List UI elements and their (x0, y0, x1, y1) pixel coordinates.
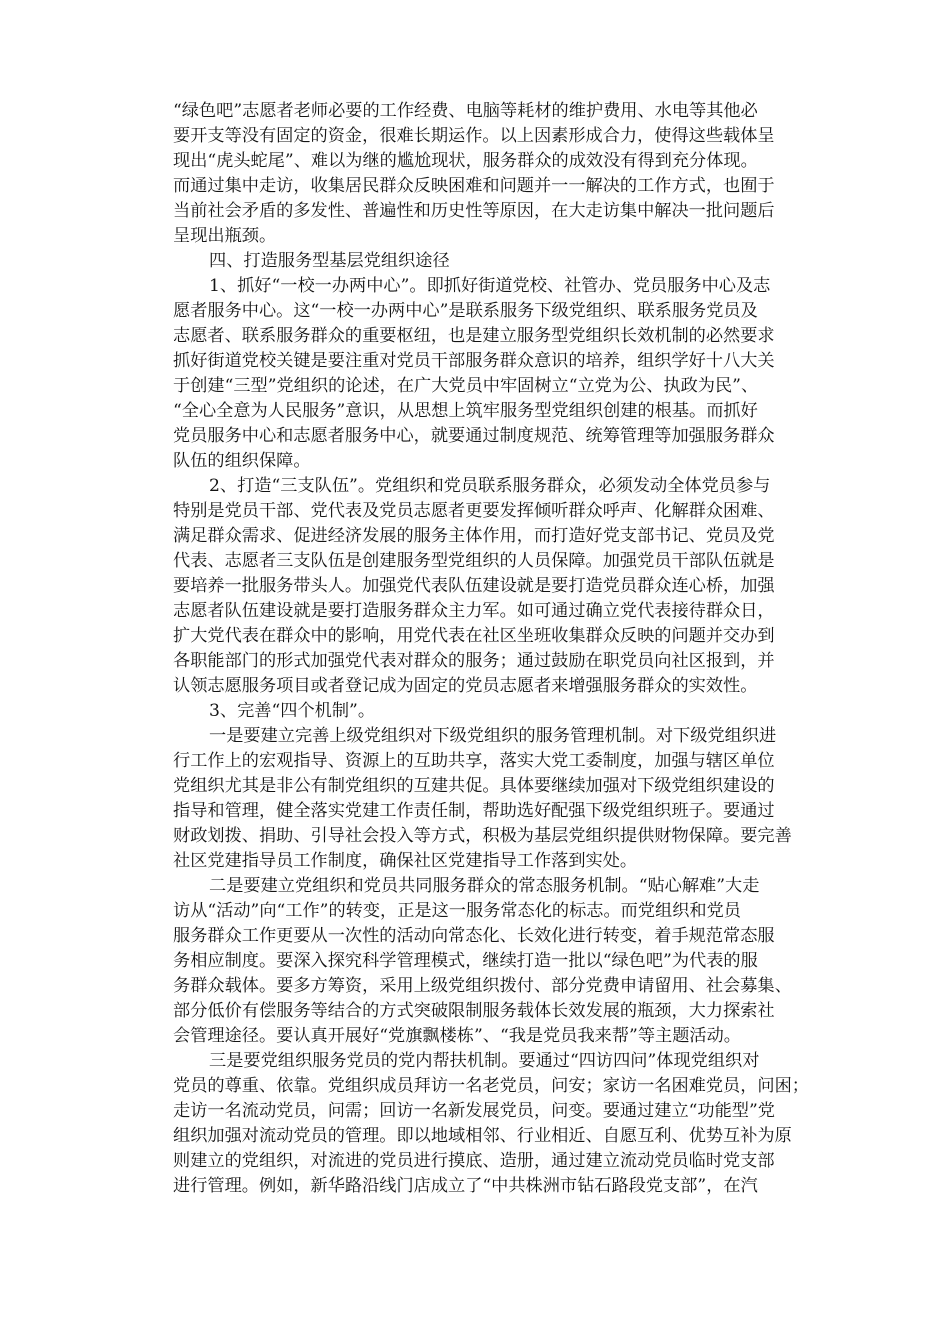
text-line: 走访一名流动党员，问需；回访一名新发展党员，问变。要通过建立“功能型”党 (173, 1101, 775, 1121)
text-line: 志愿者、联系服务群众的重要枢纽，也是建立服务型党组织长效机制的必然要求 (173, 326, 775, 346)
text-line: 四、打造服务型基层党组织途径 (209, 251, 450, 271)
text-line: 于创建“三型”党组织的论述，在广大党员中牢固树立“立党为公、执政为民”、 (173, 376, 759, 396)
text-line: 财政划拨、捐助、引导社会投入等方式，积极为基层党组织提供财物保障。要完善 (173, 826, 792, 846)
text-line: 党员的尊重、依靠。党组织成员拜访一名老党员，问安；家访一名困难党员，问困； (173, 1076, 809, 1096)
text-line: 要培养一批服务带头人。加强党代表队伍建设就是要打造党员群众连心桥，加强 (173, 576, 775, 596)
text-line: 扩大党代表在群众中的影响，用党代表在社区坐班收集群众反映的问题并交办到 (173, 626, 775, 646)
text-line: 则建立的党组织，对流进的党员进行摸底、造册，通过建立流动党员临时党支部 (173, 1151, 775, 1171)
text-line: “绿色吧”志愿者老师必要的工作经费、电脑等耗材的维护费用、水电等其他必 (173, 101, 758, 121)
text-line: 党员服务中心和志愿者服务中心，就要通过制度规范、统筹管理等加强服务群众 (173, 426, 775, 446)
text-line: 社区党建指导员工作制度，确保社区党建指导工作落到实处。 (173, 851, 638, 871)
text-line: 志愿者队伍建设就是要打造服务群众主力军。如可通过确立党代表接待群众日， (173, 601, 775, 621)
text-line: 认领志愿服务项目或者登记成为固定的党员志愿者来增强服务群众的实效性。 (173, 676, 758, 696)
document-body (173, 99, 813, 1199)
text-line: 二是要建立党组织和党员共同服务群众的常态服务机制。“贴心解难”大走 (209, 876, 760, 896)
text-line: 2、打造“三支队伍”。党组织和党员联系服务群众，必须发动全体党员参与 (209, 476, 771, 496)
text-line: 愿者服务中心。这“一校一办两中心”是联系服务下级党组织、联系服务党员及 (173, 301, 758, 321)
text-line: 抓好街道党校关键是要注重对党员干部服务群众意识的培养，组织学好十八大关 (173, 351, 775, 371)
text-line: 特别是党员干部、党代表及党员志愿者更要发挥倾听群众呼声、化解群众困难、 (173, 501, 775, 521)
text-line: 组织加强对流动党员的管理。即以地域相邻、行业相近、自愿互利、优势互补为原 (173, 1126, 792, 1146)
text-line: 指导和管理，健全落实党建工作责任制，帮助选好配强下级党组织班子。要通过 (173, 801, 775, 821)
text-line: 部分低价有偿服务等结合的方式突破限制服务载体长效发展的瓶颈，大力探索社 (173, 1001, 775, 1021)
text-line: “全心全意为人民服务”意识，从思想上筑牢服务型党组织创建的根基。而抓好 (173, 401, 758, 421)
text-line: 现出“虎头蛇尾”、难以为继的尴尬现状，服务群众的成效没有得到充分体现。 (173, 151, 758, 171)
text-line: 要开支等没有固定的资金，很难长期运作。以上因素形成合力，使得这些载体呈 (173, 126, 775, 146)
text-line: 呈现出瓶颈。 (173, 226, 277, 246)
text-line: 1、抓好“一校一办两中心”。即抓好街道党校、社管办、党员服务中心及志 (209, 276, 771, 296)
text-line: 务群众载体。要多方筹资，采用上级党组织拨付、部分党费申请留用、社会募集、 (173, 976, 792, 996)
text-line: 当前社会矛盾的多发性、普遍性和历史性等原因，在大走访集中解决一批问题后 (173, 201, 775, 221)
text-line: 队伍的组织保障。 (173, 451, 311, 471)
text-line: 党组织尤其是非公有制党组织的互建共促。具体要继续加强对下级党组织建设的 (173, 776, 775, 796)
text-line: 一是要建立完善上级党组织对下级党组织的服务管理机制。对下级党组织进 (209, 726, 777, 746)
text-line: 服务群众工作更要从一次性的活动向常态化、长效化进行转变，着手规范常态服 (173, 926, 775, 946)
text-line: 访从“活动”向“工作”的转变，正是这一服务常态化的标志。而党组织和党员 (173, 901, 741, 921)
text-line: 各职能部门的形式加强党代表对群众的服务；通过鼓励在职党员向社区报到，并 (173, 651, 775, 671)
text-line: 而通过集中走访，收集居民群众反映困难和问题并一一解决的工作方式，也囿于 (173, 176, 775, 196)
text-line: 会管理途径。要认真开展好“党旗飘楼栋”、“我是党员我来帮”等主题活动。 (173, 1026, 741, 1046)
text-line: 三是要党组织服务党员的党内帮扶机制。要通过“四访四问”体现党组织对 (209, 1051, 760, 1071)
text-line: 满足群众需求、促进经济发展的服务主体作用，而打造好党支部书记、党员及党 (173, 526, 775, 546)
text-line: 进行管理。例如，新华路沿线门店成立了“中共株洲市钻石路段党支部”，在汽 (173, 1176, 758, 1196)
text-line: 3、完善“四个机制”。 (209, 701, 376, 721)
text-line: 代表、志愿者三支队伍是创建服务型党组织的人员保障。加强党员干部队伍就是 (173, 551, 775, 571)
text-line: 行工作上的宏观指导、资源上的互助共享，落实大党工委制度，加强与辖区单位 (173, 751, 775, 771)
text-line: 务相应制度。要深入探究科学管理模式，继续打造一批以“绿色吧”为代表的服 (173, 951, 758, 971)
